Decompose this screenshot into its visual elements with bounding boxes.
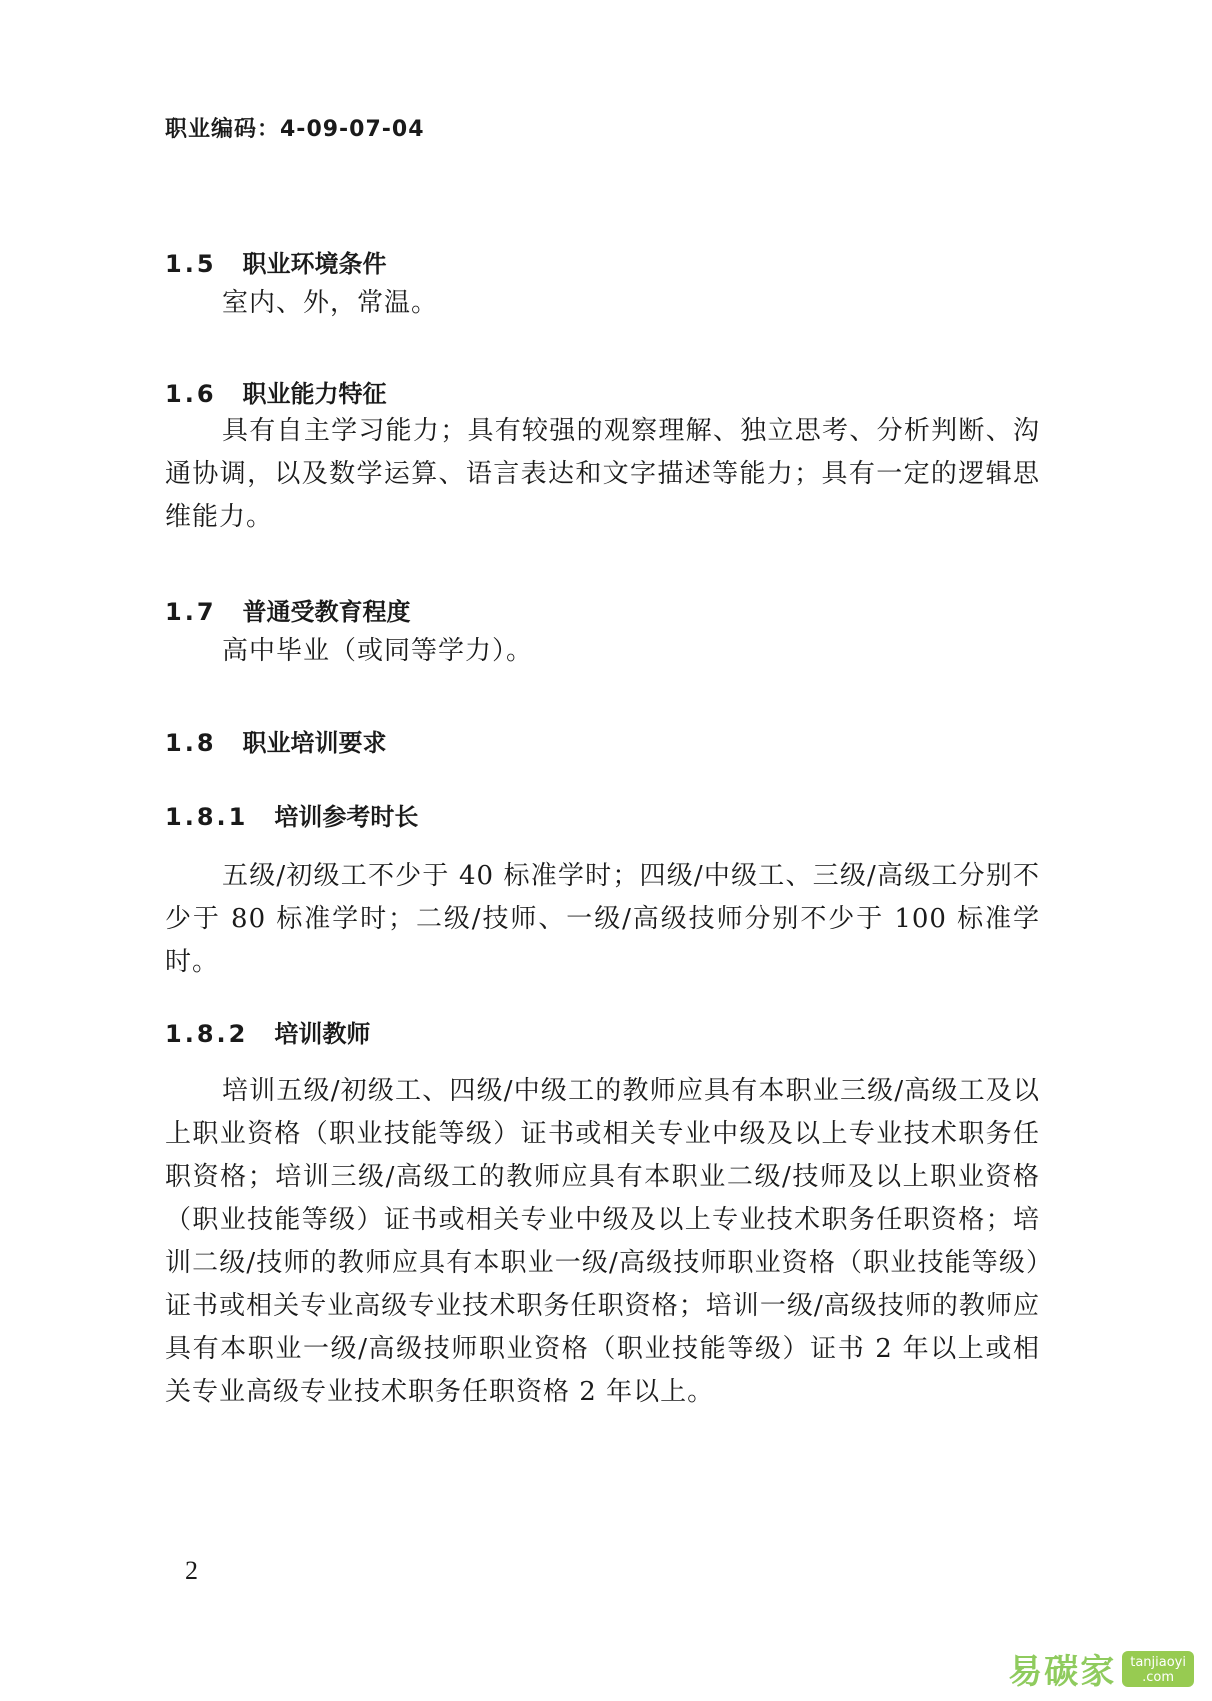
section-number: 1.8 [165, 729, 217, 757]
section-number: 1.6 [165, 380, 217, 408]
section-heading-1-6 [165, 374, 387, 409]
section-heading-1-7 [165, 592, 411, 627]
section-heading-1-8-2 [165, 1014, 370, 1049]
occupation-code: 职业编码：4-09-07-04 [165, 117, 425, 142]
section-title: 职业能力特征 [242, 380, 387, 408]
section-title: 职业培训要求 [242, 729, 387, 757]
section-number: 1.5 [165, 250, 217, 278]
section-number: 1.8.1 [165, 803, 249, 831]
section-body-1-6: 具有自主学习能力；具有较强的观察理解、独立思考、分析判断、沟通协调，以及数学运算、语言表达和文字描述等能力；具有一定的逻辑思维能力。 [165, 416, 1040, 532]
section-title: 普通受教育程度 [242, 598, 411, 626]
section-heading-1-8-1 [165, 797, 418, 832]
page-number: 2 [185, 1556, 198, 1585]
section-body-1-8-2: 培训五级/初级工、四级/中级工的教师应具有本职业三级/高级工及以上职业资格（职业技能等级）证书或相关专业中级及以上专业技术职务任职资格；培训三级/高级工的教师应具有本职业二级/技师及以上职业资格（职业技能等级）证书或相关专业中级及以上专业技术职务任职资格；培训二级/技师的教师应具有本职业一级/高级技师职业资格（职业技能等级）证书或相关专业高级专业技术职务任职资格；培训一级/高级技师的教师应具有本职业一级/高级技师职业资格（职业技能等级）证书 2 年以上或相关专业高级专业技术职务任职资格 2 年以上。 [165, 1076, 1040, 1407]
watermark-badge-line2: .com [1142, 1669, 1175, 1685]
watermark [1008, 1644, 1194, 1693]
section-body-1-8-1: 五级/初级工不少于 40 标准学时；四级/中级工、三级/高级工分别不少于 80 标准学时；二级/技师、一级/高级技师分别不少于 100 标准学时。 [165, 861, 1040, 977]
section-body-1-5: 室内、外，常温。 [222, 288, 439, 318]
section-body-1-7: 高中毕业（或同等学力）。 [222, 636, 534, 666]
section-number: 1.7 [165, 598, 217, 626]
watermark-badge-line1: tanjiaoyi [1130, 1654, 1186, 1670]
watermark-badge [1122, 1651, 1194, 1687]
section-number: 1.8.2 [165, 1020, 249, 1048]
section-heading-1-5 [165, 244, 387, 279]
section-title: 职业环境条件 [242, 250, 387, 278]
section-title: 培训参考时长 [274, 803, 419, 831]
section-heading-1-8 [165, 723, 387, 758]
section-title: 培训教师 [274, 1020, 371, 1048]
watermark-brand: 易碳家 [1008, 1652, 1117, 1692]
